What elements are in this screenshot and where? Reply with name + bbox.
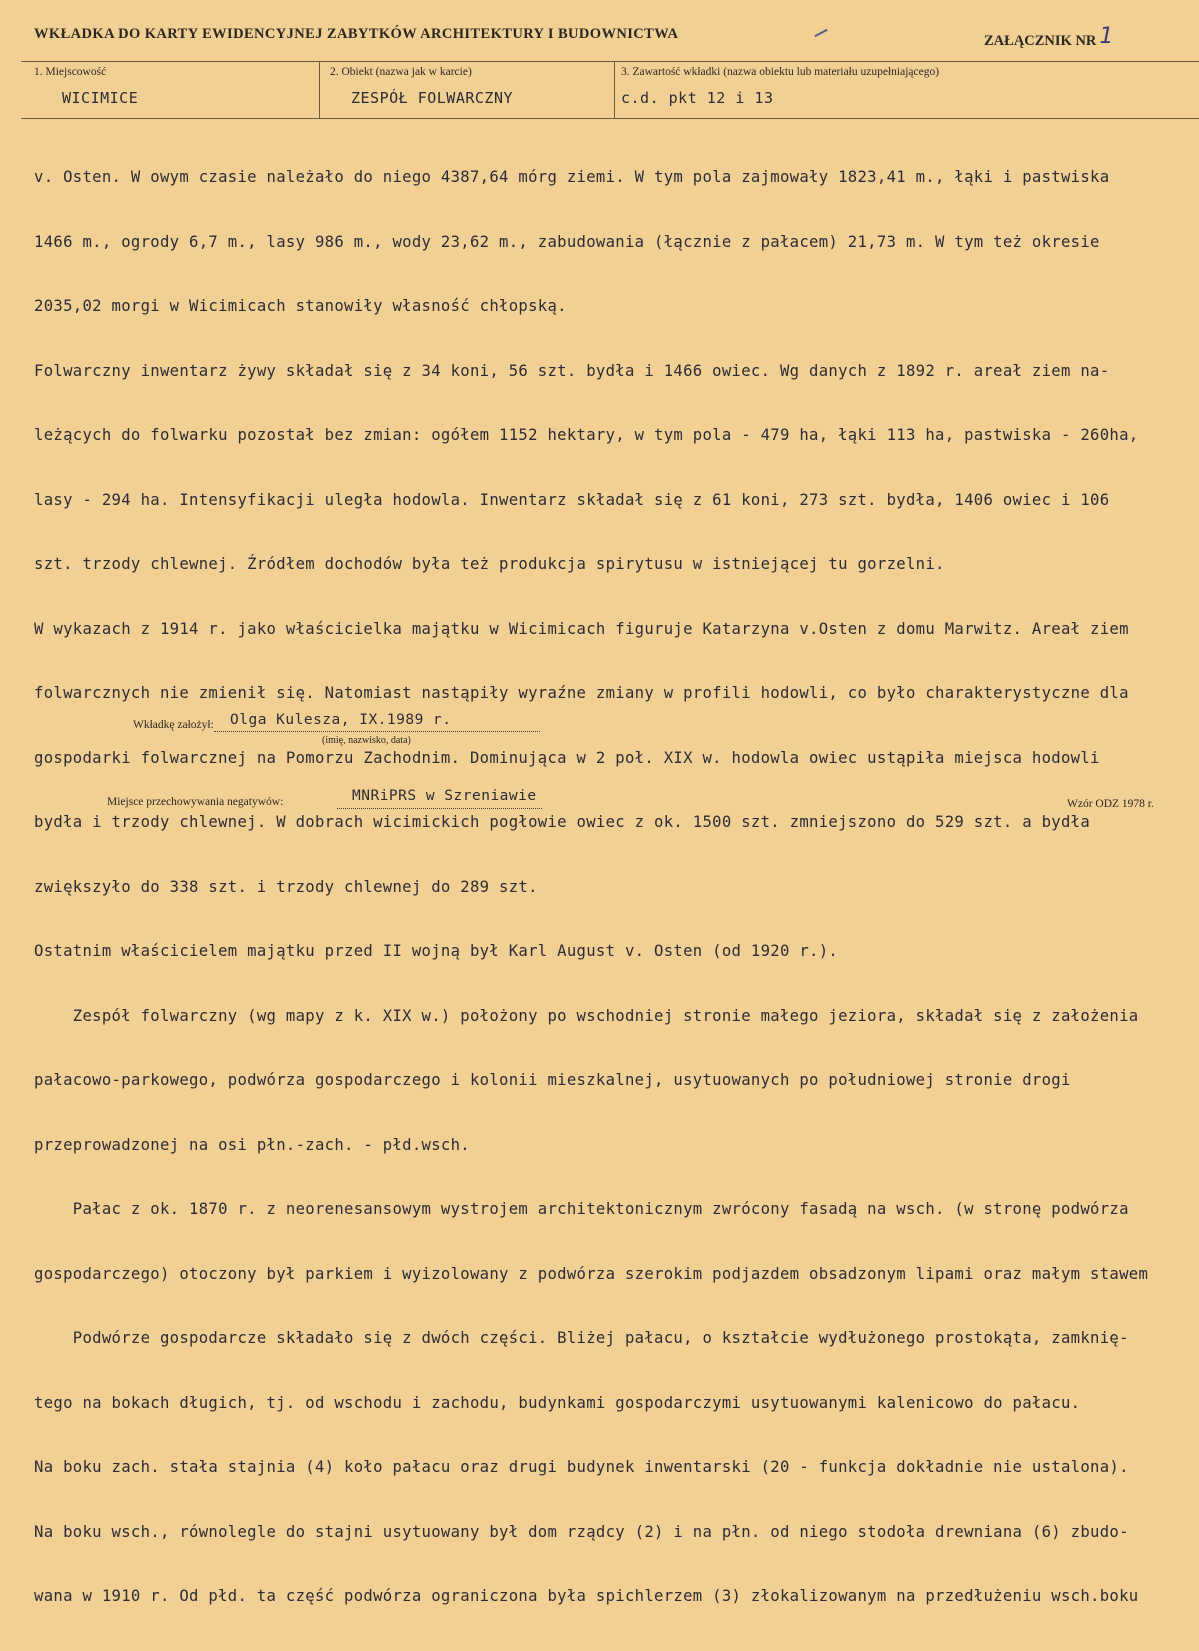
text-line: Na boku wsch., równolegle do stajni usytuowany był dom rządcy (2) i na płn. od niego stodoła drewniana (6) zbudo- — [34, 1522, 1129, 1541]
author-value: Olga Kulesza, IX.1989 r. — [230, 712, 452, 728]
text-line: Na boku zach. stała stajnia (4) koło pałacu oraz drugi budynek inwentarski (20 - funkcja dokładnie nie ustalona). — [34, 1458, 1129, 1476]
text-line: gospodarczego) otoczony był parkiem i wyizolowany z podwórza szerokim podjazdem obsadzonym lipami oraz małym stawem — [34, 1264, 1149, 1283]
text-line: Pałac z ok. 1870 r. z neorenesansowym wystrojem architektonicznym zwrócony fasadą na wsch. (w stronę podwórza — [34, 1200, 1129, 1218]
object-value: ZESPÓŁ FOLWARCZNY — [351, 89, 514, 107]
text-line: szt. trzody chlewnej. Źródłem dochodów była też produkcja spirytusu w istniejącej tu gorzelni. — [34, 555, 945, 573]
text-line: gospodarki folwarcznej na Pomorzu Zachodnim. Dominująca w 2 poł. XIX w. hodowla owiec ustąpiła miejsca hodowli — [34, 748, 1100, 767]
text-line: Folwarczny inwentarz żywy składał się z 34 koni, 56 szt. bydła i 1466 owiec. Wg danych z 1892 r. areał ziem na- — [34, 361, 1110, 380]
text-line: tego na bokach długich, tj. od wschodu i zachodu, budynkami gospodarczymi usytuowanymi kalenicowo do pałacu. — [34, 1393, 1081, 1412]
text-line: 2035,02 morgi w Wicimicach stanowiły własność chłopską. — [34, 297, 567, 315]
text-line: Ostatnim właścicielem majątku przed II wojną był Karl August v. Osten (od 1920 r.). — [34, 942, 839, 960]
text-line: leżących do folwarku pozostał bez zmian: ogółem 1152 hektary, w tym pola - 479 ha, łąki 113 ha, pastwiska - 260ha, — [34, 426, 1139, 444]
pen-mark — [814, 29, 827, 37]
field-row-bottom-border — [21, 118, 1199, 119]
content-value: c.d. pkt 12 i 13 — [621, 89, 774, 107]
text-line: W wykazach z 1914 r. jako właścicielka majątku w Wicimicach figuruje Katarzyna v.Osten z domu Marwitz. Areał ziem — [34, 619, 1129, 638]
negatives-dotted-line — [337, 808, 542, 809]
author-dotted-line — [214, 731, 540, 732]
text-line: bydła i trzody chlewnej. W dobrach wicimickich pogłowie owiec z ok. 1500 szt. zmniejszono do 529 szt. a bydła — [34, 813, 1091, 831]
field-row-top-border — [21, 61, 1199, 62]
text-line: lasy - 294 ha. Intensyfikacji uległa hodowla. Inwentarz składał się z 61 koni, 273 szt. bydła, 1406 owiec i 106 — [34, 490, 1110, 509]
attachment-header — [984, 26, 1113, 51]
negatives-label: Miejsce przechowywania negatywów: — [107, 796, 284, 808]
text-line: zwiększyło do 338 szt. i trzody chlewnej do 289 szt. — [34, 877, 538, 896]
field-divider-2 — [614, 61, 615, 118]
text-line: 1466 m., ogrody 6,7 m., lasy 986 m., wody 23,62 m., zabudowania (łącznie z pałacem) 21,73 m. W tym też okresie — [34, 232, 1100, 251]
content-label: 3. Zawartość wkładki (nazwa obiektu lub materiału uzupełniającego) — [621, 66, 940, 78]
author-caption: (imię, nazwisko, data) — [322, 735, 411, 746]
text-line: Podwórze gospodarcze składało się z dwóch części. Bliżej pałacu, o kształcie wydłużonego prostokąta, zamknię- — [34, 1329, 1129, 1347]
object-label: 2. Obiekt (nazwa jak w karcie) — [330, 66, 472, 78]
attachment-number: 1 — [1099, 24, 1114, 49]
text-line: folwarcznych nie zmienił się. Natomiast nastąpiły wyraźne zmiany w profili hodowli, co było charakterystyczne dla — [34, 684, 1129, 702]
form-title: WKŁADKA DO KARTY EWIDENCYJNEJ ZABYTKÓW ARCHITEKTURY I BUDOWNICTWA — [34, 26, 679, 42]
text-line: przeprowadzonej na osi płn.-zach. - płd.wsch. — [34, 1135, 470, 1154]
locality-label: 1. Miejscowość — [34, 66, 107, 78]
field-divider-1 — [319, 61, 320, 118]
locality-value: WICIMICE — [62, 89, 139, 107]
author-label: Wkładkę założył: — [133, 719, 214, 731]
form-template-id: Wzór ODZ 1978 r. — [1067, 798, 1154, 810]
text-line: pałacowo-parkowego, podwórza gospodarczego i kolonii mieszkalnej, usytuowanych po południowej stronie drogi — [34, 1071, 1071, 1089]
text-line: v. Osten. W owym czasie należało do niego 4387,64 mórg ziemi. W tym pola zajmowały 1823,41 m., łąki i pastwiska — [34, 168, 1110, 186]
negatives-value: MNRiPRS w Szreniawie — [352, 788, 537, 804]
text-line: Zespół folwarczny (wg mapy z k. XIX w.) położony po wschodniej stronie małego jeziora, składał się z założenia — [34, 1006, 1139, 1025]
attachment-label: ZAŁĄCZNIK NR — [984, 33, 1097, 49]
body-text — [34, 124, 1199, 1651]
text-line: wana w 1910 r. Od płd. ta część podwórza ograniczona była spichlerzem (3) złokalizowanym na przedłużeniu wsch.boku — [34, 1587, 1139, 1605]
